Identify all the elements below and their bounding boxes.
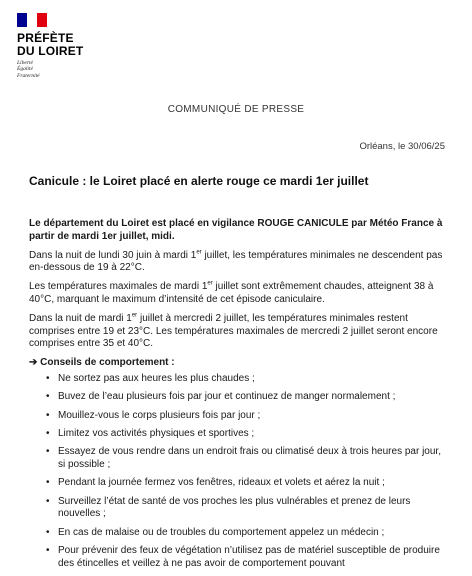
- dateline: Orléans, le 30/06/25: [359, 141, 445, 152]
- french-flag-icon: [17, 13, 47, 27]
- bullet-icon: •: [46, 495, 50, 507]
- prefecture-name-line: PRÉFÈTE: [17, 31, 74, 45]
- motto-line: Fraternité: [17, 72, 40, 79]
- motto-line: Égalité: [17, 66, 33, 73]
- advice-list: [29, 373, 449, 571]
- bullet-icon: •: [46, 391, 50, 403]
- republic-motto: [17, 60, 83, 79]
- bullet-icon: •: [46, 446, 50, 458]
- advice-item: • Ne sortez pas aux heures les plus chaudes ;: [46, 372, 255, 384]
- advice-heading: ➔ Conseils de comportement :: [29, 357, 175, 369]
- bullet-icon: •: [46, 477, 50, 489]
- prefecture-name: [17, 32, 83, 57]
- advice-item: • Mouillez-vous le corps plusieurs fois par jour ;: [46, 409, 261, 421]
- advice-item: • Pour prévenir des feux de végétation n’utilisez pas de matériel susceptible de produire des étincelles et veillez à ne pas avoir de comportement pouvant: [46, 544, 440, 569]
- motto-line: Liberté: [17, 60, 33, 66]
- advice-item: • Pendant la journée fermez vos fenêtres, rideaux et volets et aérez la nuit ;: [46, 477, 385, 489]
- advice-item: • Essayez de vous rendre dans un endroit frais ou climatisé deux à trois heures par jour, si possible ;: [46, 446, 441, 470]
- bullet-icon: •: [46, 372, 50, 384]
- prefecture-logo: [17, 13, 83, 79]
- document-type-label: COMMUNIQUÉ DE PRESSE: [167, 104, 305, 115]
- body-paragraph: Dans la nuit de lundi 30 juin à mardi 1er juillet, les températures minimales ne descendent pas en-dessous de 19 à 22°C.: [29, 249, 443, 274]
- document-body: [29, 218, 449, 576]
- bullet-icon: •: [46, 427, 50, 439]
- advice-item: • Buvez de l’eau plusieurs fois par jour et continuez de manger normalement ;: [46, 391, 396, 403]
- advice-item: • Limitez vos activités physiques et sportives ;: [46, 427, 255, 439]
- advice-item: • Surveillez l’état de santé de vos proches les plus vulnérables et prenez de leurs nouvelles ;: [46, 495, 411, 520]
- prefecture-name-line: DU LOIRET: [17, 43, 84, 58]
- lead-paragraph: Le département du Loiret est placé en vigilance ROUGE CANICULE par Météo France à partir de mardi 1er juillet, midi.: [29, 218, 443, 242]
- bullet-icon: •: [46, 409, 50, 421]
- body-paragraph: Dans la nuit de mardi 1er juillet à mercredi 2 juillet, les températures minimales restent comprises entre 19 et 23°C. Les températures maximales de mercredi 2 juillet seront encore comprises entre 35 et 40°C.: [29, 312, 438, 350]
- body-paragraph: Les températures maximales de mardi 1er juillet sont extrêmement chaudes, atteignent 38 à 40°C, marquant le maximum d’intensité de cet épisode caniculaire.: [29, 280, 434, 305]
- advice-item: • En cas de malaise ou de troubles du comportement appelez un médecin ;: [46, 526, 385, 538]
- press-release-title: Canicule : le Loiret placé en alerte rouge ce mardi 1er juillet: [29, 174, 369, 188]
- bullet-icon: •: [46, 526, 50, 538]
- bullet-icon: •: [46, 544, 50, 556]
